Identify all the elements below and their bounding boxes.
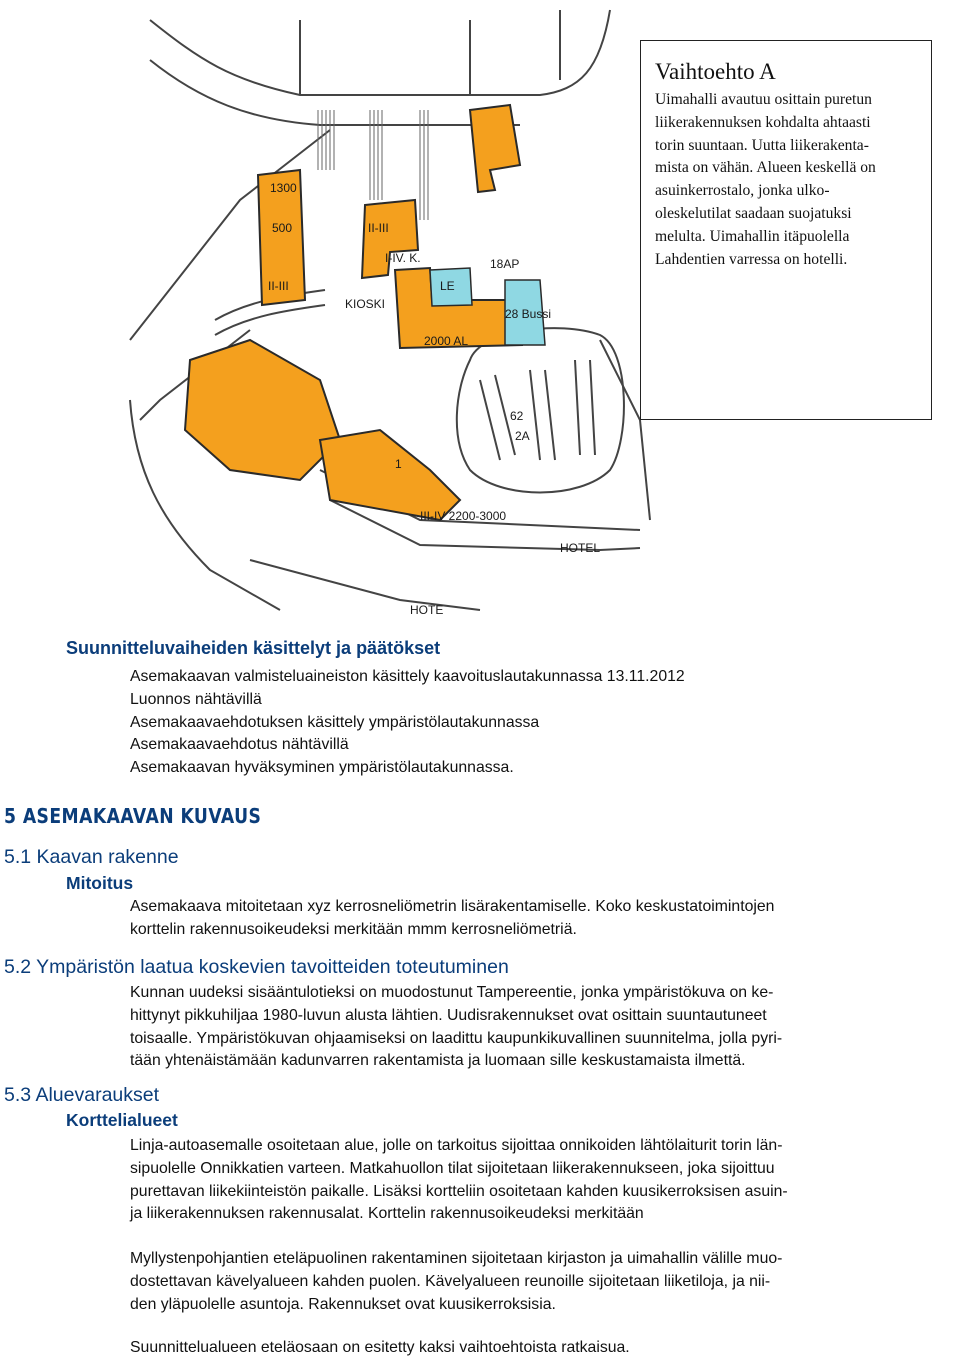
decision-item: Asemakaavaehdotus nähtävillä <box>130 736 349 754</box>
paragraph-line: korttelin rakennusoikeudeksi merkitään mmm kerrosneliömetriä. <box>130 920 577 938</box>
label-2a: 2A <box>515 429 530 443</box>
label-hot: HOTE <box>410 603 444 617</box>
decisions-heading: Suunnitteluvaiheiden käsittelyt ja päätökset <box>66 638 441 658</box>
paragraph-line: Suunnittelualueen eteläosaan on esitetty kaksi vaihtoehtoista ratkaisua. <box>130 1339 630 1356</box>
label-500: 500 <box>272 221 293 235</box>
hatch-2 <box>370 110 382 200</box>
label-floors-center: II-III <box>368 221 389 235</box>
paragraph-line: toisaalle. Ympäristökuvan ohjaamiseksi on laadittu kaupunkikuvallinen suunnitelma, jolla pyri- <box>130 1029 783 1047</box>
decision-item: Asemakaavan valmisteluaineiston käsittely kaavoituslautakunnassa 13.11.2012 <box>130 668 685 685</box>
parking-stalls <box>480 360 595 460</box>
paragraph-line: ja liikerakennuksen rakennusalat. Korttelin rakennusoikeudeksi merkitään <box>130 1205 644 1223</box>
label-2000al: 2000 AL <box>424 334 469 348</box>
paragraph-line: sipuolelle Onnikkatien varteen. Matkahuollon tilat sijoitetaan liikerakennukseen, joka sijoittuu <box>130 1159 775 1177</box>
section-5-2-heading: 5.2 Ympäristön laatua koskevien tavoitteiden toteutuminen <box>4 956 509 978</box>
curve-path-2 <box>215 305 325 335</box>
label-floors-left: II-III <box>268 279 289 293</box>
mitoitus-heading: Mitoitus <box>66 873 134 893</box>
callout-line: Lahdentien varressa on hotelli. <box>655 250 848 268</box>
korttelialueet-heading: Korttelialueet <box>66 1110 178 1130</box>
decisions-list <box>130 666 685 780</box>
label-1-4-k: I-IV. K. <box>385 251 421 265</box>
korttelialueet-paragraph-3 <box>130 1337 630 1360</box>
label-tower-height: 1300 <box>270 181 297 195</box>
callout-line: Uimahalli avautuu osittain puretun <box>655 91 872 108</box>
road-bottom-3 <box>250 560 480 610</box>
section-5-heading: 5 ASEMAKAAVAN KUVAUS <box>4 804 262 828</box>
callout-line: liikerakennuksen kohdalta ahtaasti <box>655 113 871 131</box>
paragraph-line: den yläpuolelle asuntoja. Rakennukset ovat kuusikerroksisia. <box>130 1295 556 1313</box>
callout-title: Vaihtoehto A <box>655 59 776 84</box>
decision-item: Luonnos nähtävillä <box>130 690 262 708</box>
label-kiosk: KIOSKI <box>345 297 386 311</box>
street-line-top <box>150 10 610 95</box>
section-5-3-heading: 5.3 Aluevaraukset <box>4 1084 160 1106</box>
label-62: 62 <box>510 409 524 423</box>
label-18ap: 18AP <box>490 257 520 271</box>
street-line-2 <box>150 60 520 125</box>
building-top-right <box>470 105 520 192</box>
paragraph-line: Linja-autoasemalle osoitetaan alue, jolle on tarkoitus sijoittaa onnikoiden lähtölaiturit torin län- <box>130 1137 783 1154</box>
decision-item: Asemakaavaehdotuksen käsittely ympäristölautakunnassa <box>130 713 540 731</box>
paragraph-line: Myllystenpohjantien eteläpuolinen rakentaminen sijoitetaan kirjaston ja uimahallin välille muo- <box>130 1250 783 1267</box>
label-1: 1 <box>395 457 402 471</box>
label-bussi: 28 Bussi <box>505 307 552 321</box>
hatch-1 <box>318 110 334 170</box>
section-5-1-heading: 5.1 Kaavan rakenne <box>4 846 179 868</box>
paragraph-line: tään yhtenäistämään kadunvarren rakentamista ja luomaan sille keskustamaista ilmettä. <box>130 1052 746 1070</box>
label-le: LE <box>440 279 455 293</box>
paragraph-line: hittynyt pikkuhiljaa 1980-luvun alusta lähtien. Uudisrakennukset ovat osittain suuntautuneet <box>130 1006 767 1024</box>
callout-line: oleskelutilat saadaan suojatuksi <box>655 204 852 222</box>
section-5-2-paragraph <box>130 982 782 1073</box>
paragraph-line: Kunnan uudeksi sisääntulotieksi on muodostunut Tampereentie, jonka ympäristökuva on ke- <box>130 984 774 1001</box>
label-hotel: HOTEL <box>560 541 601 555</box>
decision-item: Asemakaavan hyväksyminen ympäristölautakunnassa. <box>130 759 514 777</box>
paragraph-line: Asemakaava mitoitetaan xyz kerrosneliömetrin lisärakentamiselle. Koko keskustatoimintojen <box>130 898 775 915</box>
paragraph-line: dostettavan kävelyalueen kahden puolen. Kävelyalueen reunoille sijoitetaan liiketiloja, ja nii- <box>130 1272 771 1290</box>
callout-line: asuinkerrostalo, jonka ulko- <box>655 182 830 200</box>
parking-oval <box>457 328 624 492</box>
building-block-center <box>362 200 418 278</box>
korttelialueet-paragraph-2 <box>130 1248 782 1316</box>
building-swimming-hall <box>185 340 340 480</box>
callout-line: melulta. Uimahallin itäpuolella <box>655 227 850 245</box>
callout-line: torin suuntaan. Uutta liikerakenta- <box>655 136 869 154</box>
mitoitus-paragraph <box>130 896 774 942</box>
hatch-3 <box>420 110 428 220</box>
korttelialueet-paragraph-1 <box>130 1135 788 1226</box>
label-floors-bottom: III-IV 2200-3000 <box>420 509 507 523</box>
callout-line: mista on vähän. Alueen keskellä on <box>655 159 876 177</box>
alternative-a-callout <box>640 40 932 420</box>
paragraph-line: purettavan liikekiinteistön paikalle. Lisäksi kortteliin osoitetaan kahden kuusikerroksisen asuin- <box>130 1182 788 1200</box>
